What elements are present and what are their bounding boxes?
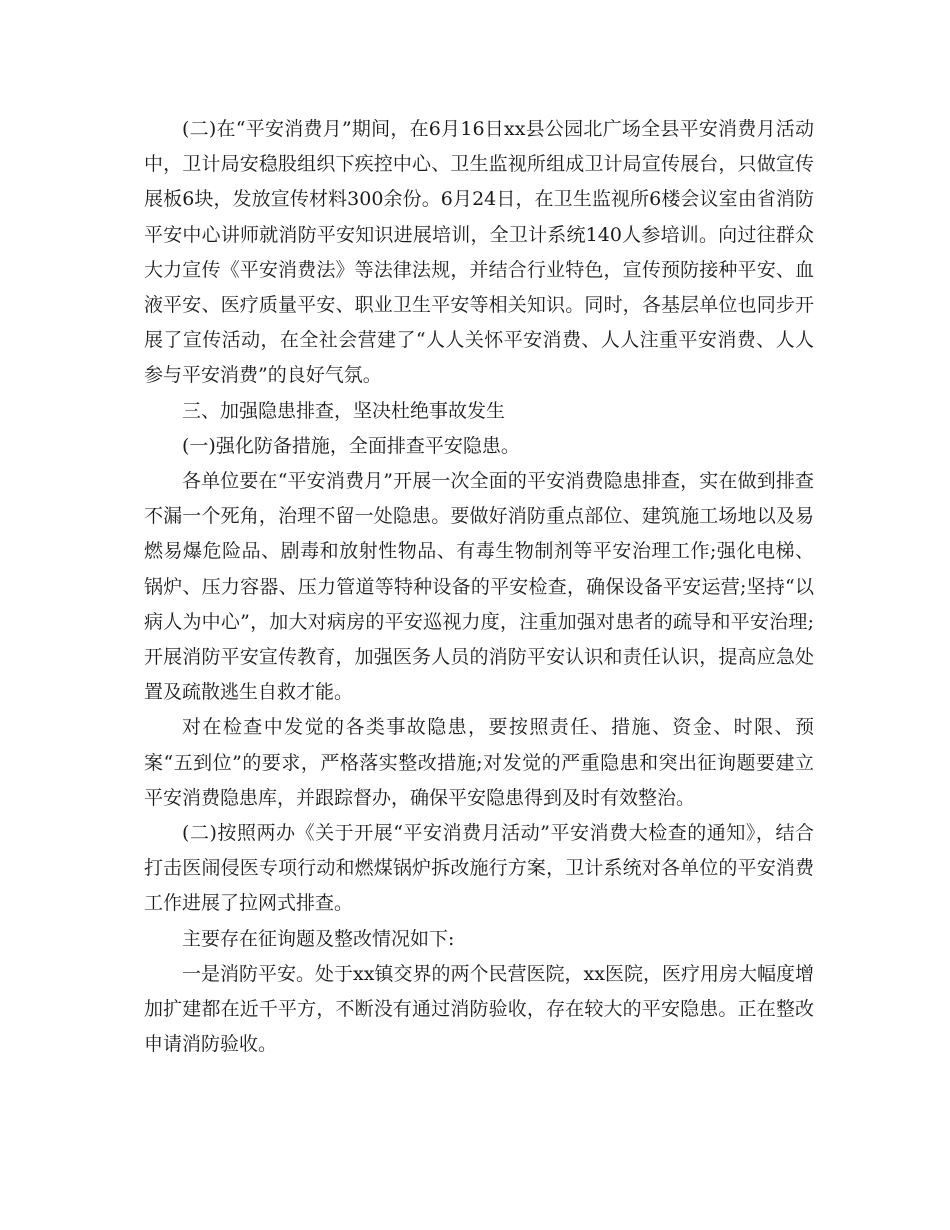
paragraph-publicity-activities: (二)在“平安消费月”期间，在6月16日xx县公园北广场全县平安消费月活动中，卫计局安稳股组织下疾控中心、卫生监视所组成卫计局宣传展台，只做宣传展板6块，发放宣传材料300余份。6月24日，在卫生监视所6楼会议室由省消防平安中心讲师就消防平安知识进展培训，全卫计系统140人参培训。向过往群众大力宣传《平安消费法》等法律法规，并结合行业特色，宣传预防接种平安、血液平安、医疗质量平安、职业卫生平安等相关知识。同时，各基层单位也同步开展了宣传活动，在全社会营建了“人人关怀平安消费、人人注重平安消费、人人参与平安消费”的良好气氛。 <box>144 118 814 387</box>
paragraph-issues-intro: 主要存在征询题及整改情况如下: <box>182 927 455 950</box>
paragraph-rectification-requirements: 对在检查中发觉的各类事故隐患，要按照责任、措施、资金、时限、预案“五到位”的要求，严格落实整改措施;对发觉的严重隐患和突出征询题要建立平安消费隐患库，并跟踪督办，确保平安隐患得到及时有效整治。 <box>144 716 814 809</box>
paragraph-fire-safety-issue: 一是消防平安。处于xx镇交界的两个民营医院，xx医院，医疗用房大幅度增加扩建都在近千平方，不断没有通过消防验收，存在较大的平安隐患。正在整改申请消防验收。 <box>144 962 814 1056</box>
section-heading-hazard-inspection: 三、加强隐患排查，坚决杜绝事故发生 <box>182 399 506 422</box>
document-body <box>144 112 814 1062</box>
subheading-prevention-measures: (一)强化防备措施，全面排查平安隐患。 <box>182 434 520 457</box>
paragraph-inspection-requirements: 各单位要在“平安消费月”开展一次全面的平安消费隐患排查，实在做到排查不漏一个死角，治理不留一处隐患。要做好消防重点部位、建筑施工场地以及易燃易爆危险品、剧毒和放射性物品、有毒生物制剂等平安治理工作;强化电梯、锅炉、压力容器、压力管道等特种设备的平安检查，确保设备平安运营;坚持“以病人为中心”，加大对病房的平安巡视力度，注重加强对患者的疏导和平安治理;开展消防平安宣传教育，加强医务人员的消防平安认识和责任认识，提高应急处置及疏散逃生自救才能。 <box>144 470 814 704</box>
subheading-comprehensive-inspection: (二)按照两办《关于开展“平安消费月活动”平安消费大检查的通知》，结合打击医闹侵医专项行动和燃煤锅炉拆改施行方案，卫计系统对各单位的平安消费工作进展了拉网式排查。 <box>144 822 814 915</box>
